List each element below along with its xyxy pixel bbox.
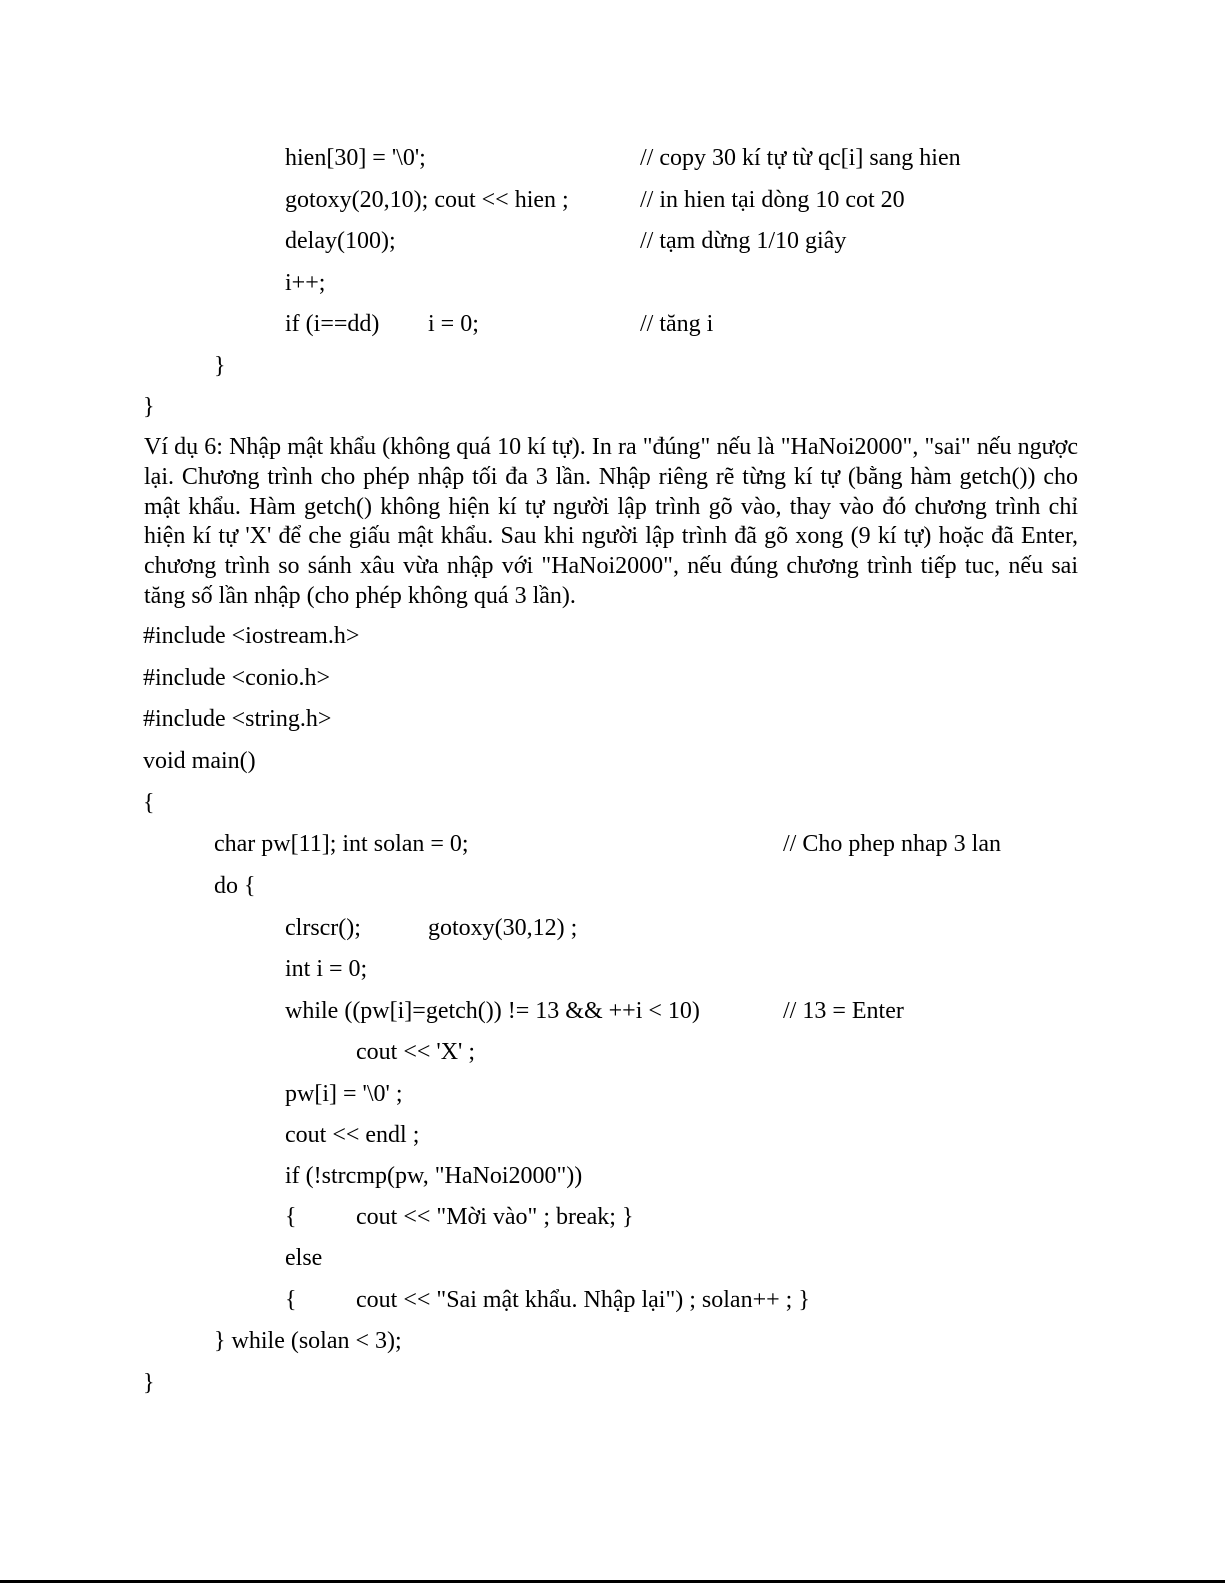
closing-brace: } [143, 1370, 155, 1396]
include-line: #include <conio.h> [143, 665, 331, 691]
code-line: do { [214, 873, 256, 899]
code-line: while ((pw[i]=getch()) != 13 && ++i < 10) [285, 998, 700, 1024]
code-line: if (i==dd) [285, 311, 380, 337]
code-line: delay(100); [285, 228, 396, 254]
code-line: if (!strcmp(pw, "HaNoi2000")) [285, 1163, 583, 1189]
code-line: gotoxy(30,12) ; [428, 915, 578, 941]
code-line: int i = 0; [285, 956, 368, 982]
code-line: } while (solan < 3); [214, 1328, 402, 1354]
code-comment: // tăng i [640, 311, 714, 337]
include-line: #include <string.h> [143, 706, 332, 732]
main-declaration: void main() [143, 748, 256, 774]
code-comment: // copy 30 kí tự từ qc[i] sang hien [640, 145, 961, 171]
code-line: cout << 'X' ; [356, 1039, 476, 1065]
code-line: { [285, 1287, 297, 1313]
code-line: else [285, 1245, 323, 1271]
code-line: cout << endl ; [285, 1122, 420, 1148]
code-line: i = 0; [428, 311, 479, 337]
code-comment: // 13 = Enter [783, 998, 904, 1024]
closing-brace: } [143, 394, 155, 420]
code-line: gotoxy(20,10); cout << hien ; [285, 187, 569, 213]
code-comment: // Cho phep nhap 3 lan [783, 831, 1001, 857]
code-comment: // in hien tại dòng 10 cot 20 [640, 187, 905, 213]
code-line: cout << "Mời vào" ; break; } [356, 1204, 634, 1230]
code-line: { [285, 1204, 297, 1230]
opening-brace: { [143, 790, 155, 816]
code-line: hien[30] = '\0'; [285, 145, 426, 171]
code-line: pw[i] = '\0' ; [285, 1081, 403, 1107]
code-comment: // tạm dừng 1/10 giây [640, 228, 847, 254]
code-line: char pw[11]; int solan = 0; [214, 831, 469, 857]
page-bottom-border [0, 1580, 1225, 1583]
code-line: cout << "Sai mật khẩu. Nhập lại") ; solan++ ; } [356, 1287, 810, 1313]
code-line: clrscr(); [285, 915, 361, 941]
closing-brace: } [214, 353, 226, 379]
include-line: #include <iostream.h> [143, 623, 360, 649]
example-description: Ví dụ 6: Nhập mật khẩu (không quá 10 kí tự). In ra "đúng" nếu là "HaNoi2000", "sai" nếu ngược lại. Chương trình cho phép nhập tối đa 3 lần. Nhập riêng rẽ từng kí tự (bằng hàm getch()) cho mật khẩu. Hàm getch() không hiện kí tự người lập trình gõ vào, thay vào đó chương trình chỉ hiện kí tự 'X' để che giấu mật khẩu. Sau khi người lập trình đã gõ xong (9 kí tự) hoặc đã Enter, chương trình so sánh xâu vừa nhập với "HaNoi2000", nếu đúng chương trình tiếp tuc, nếu sai tăng số lần nhập (cho phép không quá 3 lần). [144, 434, 1078, 609]
code-line: i++; [285, 270, 326, 296]
